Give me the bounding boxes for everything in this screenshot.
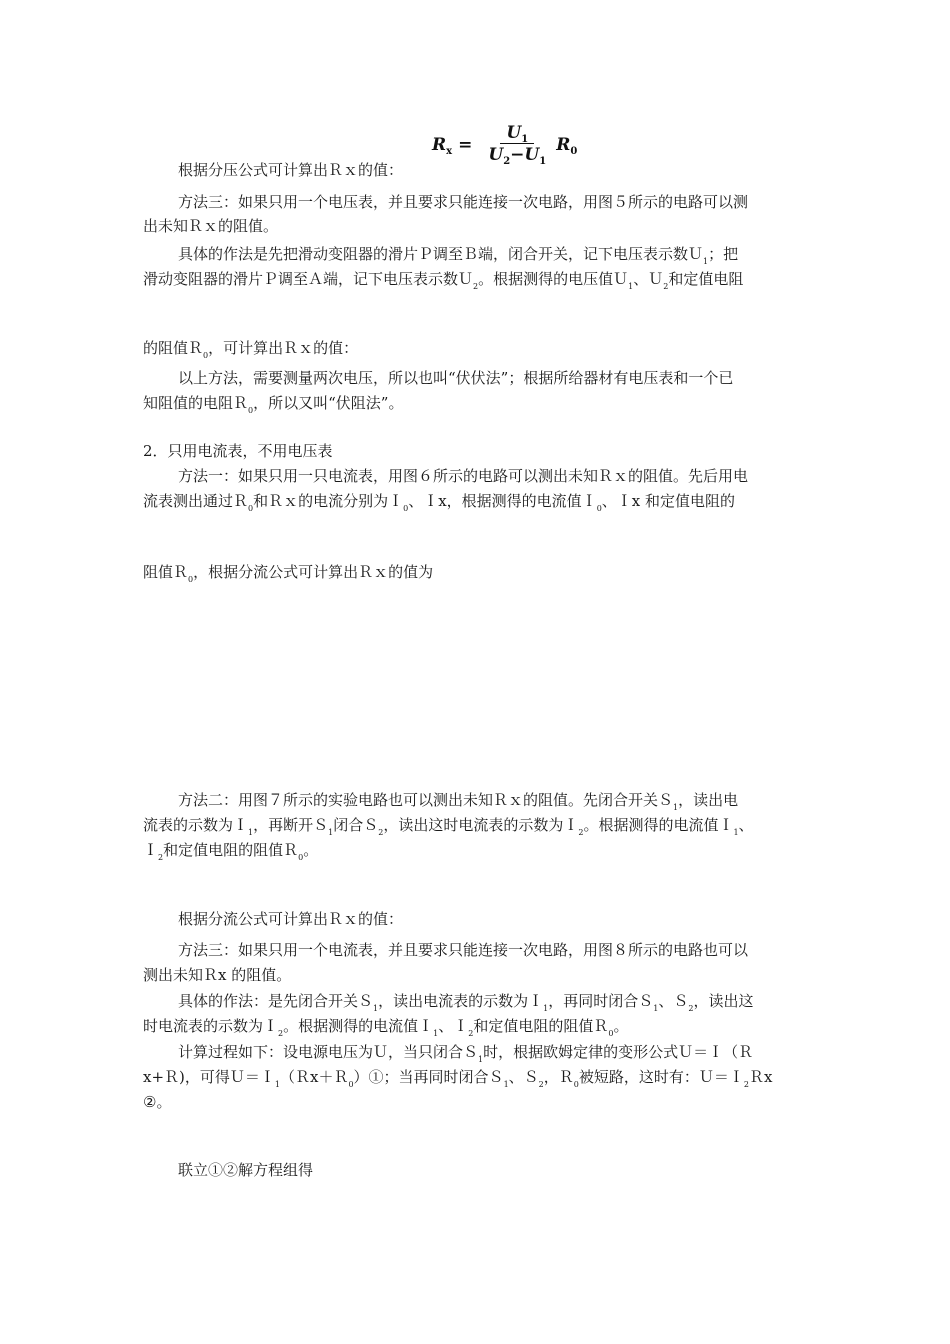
text-line: 根据分流公式可计算出Ｒｘ的值： <box>178 910 404 928</box>
text-line: Ｉ$_2$和定值电阻的阻值Ｒ$_0$。 <box>143 841 319 862</box>
text-line: ②。 <box>143 1093 172 1111</box>
text-line: 具体的作法是先把滑动变阻器的滑片Ｐ调至Ｂ端，闭合开关，记下电压表示数Ｕ$_1$；把 <box>178 245 739 266</box>
text-line: 测出未知Ｒx 的阻值。 <box>143 966 292 984</box>
section-heading: 2．只用电流表，不用电压表 <box>143 442 333 460</box>
text-line: 方法二：用图７所示的实验电路也可以测出未知Ｒｘ的阻值。先闭合开关Ｓ$_1$，读出电 <box>178 791 739 812</box>
formula-denominator: $U_2-U_1$ <box>488 145 547 167</box>
text-line: 具体的作法：是先闭合开关Ｓ$_1$，读出电流表的示数为Ｉ$_1$，再同时闭合Ｓ$_1$、Ｓ$_2$，读出这 <box>178 992 754 1013</box>
text-line: 滑动变阻器的滑片Ｐ调至Ａ端，记下电压表示数Ｕ$_2$。根据测得的电压值Ｕ$_1$、Ｕ$_2$和定值电阻 <box>143 270 744 291</box>
formula-lhs: $R_x$ <box>432 134 453 157</box>
text-line: 流表测出通过Ｒ$_0$和Ｒｘ的电流分别为Ｉ$_0$、Ｉx，根据测得的电流值Ｉ$_0$、Ｉx 和定值电阻的 <box>143 492 736 513</box>
text-line: 根据分压公式可计算出Ｒｘ的值： <box>178 161 404 179</box>
text-line: 以上方法，需要测量两次电压，所以也叫“伏伏法”；根据所给器材有电压表和一个已 <box>178 369 734 387</box>
text-line: 联立①②解方程组得 <box>178 1161 314 1179</box>
text-line: 知阻值的电阻Ｒ$_0$，所以又叫“伏阻法”。 <box>143 394 404 415</box>
formula-fraction <box>482 123 552 166</box>
text-line: 方法一：如果只用一只电流表，用图６所示的电路可以测出未知Ｒｘ的阻值。先后用电 <box>178 467 749 485</box>
text-line: 时电流表的示数为Ｉ$_2$。根据测得的电流值Ｉ$_1$、Ｉ$_2$和定值电阻的阻值Ｒ$_0$。 <box>143 1017 629 1038</box>
text-line: 的阻值Ｒ$_0$，可计算出Ｒｘ的值： <box>143 339 359 360</box>
text-line: x+Ｒ)，可得Ｕ＝Ｉ$_1$（Ｒx＋Ｒ$_0$）①；当再同时闭合Ｓ$_1$、Ｓ$_2$，Ｒ$_0$被短路，这时有：Ｕ＝Ｉ$_2$Ｒx <box>143 1068 773 1089</box>
text-line: 阻值Ｒ$_0$，根据分流公式可计算出Ｒｘ的值为 <box>143 563 434 584</box>
text-line: 计算过程如下：设电源电压为Ｕ，当只闭合Ｓ$_1$时，根据欧姆定律的变形公式Ｕ＝Ｉ（Ｒ <box>178 1043 754 1064</box>
formula-tail: $R_0$ <box>556 134 578 157</box>
text-line: 方法三：如果只用一个电流表，并且要求只能连接一次电路，用图８所示的电路也可以 <box>178 941 749 959</box>
text-line: 出未知Ｒｘ的阻值。 <box>143 217 279 235</box>
text-line: 方法三：如果只用一个电压表，并且要求只能连接一次电路，用图５所示的电路可以测 <box>178 193 749 211</box>
text-line: 流表的示数为Ｉ$_1$，再断开Ｓ$_1$闭合Ｓ$_2$，读出这时电流表的示数为Ｉ$_2$。根据测得的电流值Ｉ$_1$、 <box>143 816 754 837</box>
formula-numerator: $U_1$ <box>500 123 534 144</box>
formula-equals: = <box>458 134 473 155</box>
voltage-divider-formula <box>432 123 577 166</box>
